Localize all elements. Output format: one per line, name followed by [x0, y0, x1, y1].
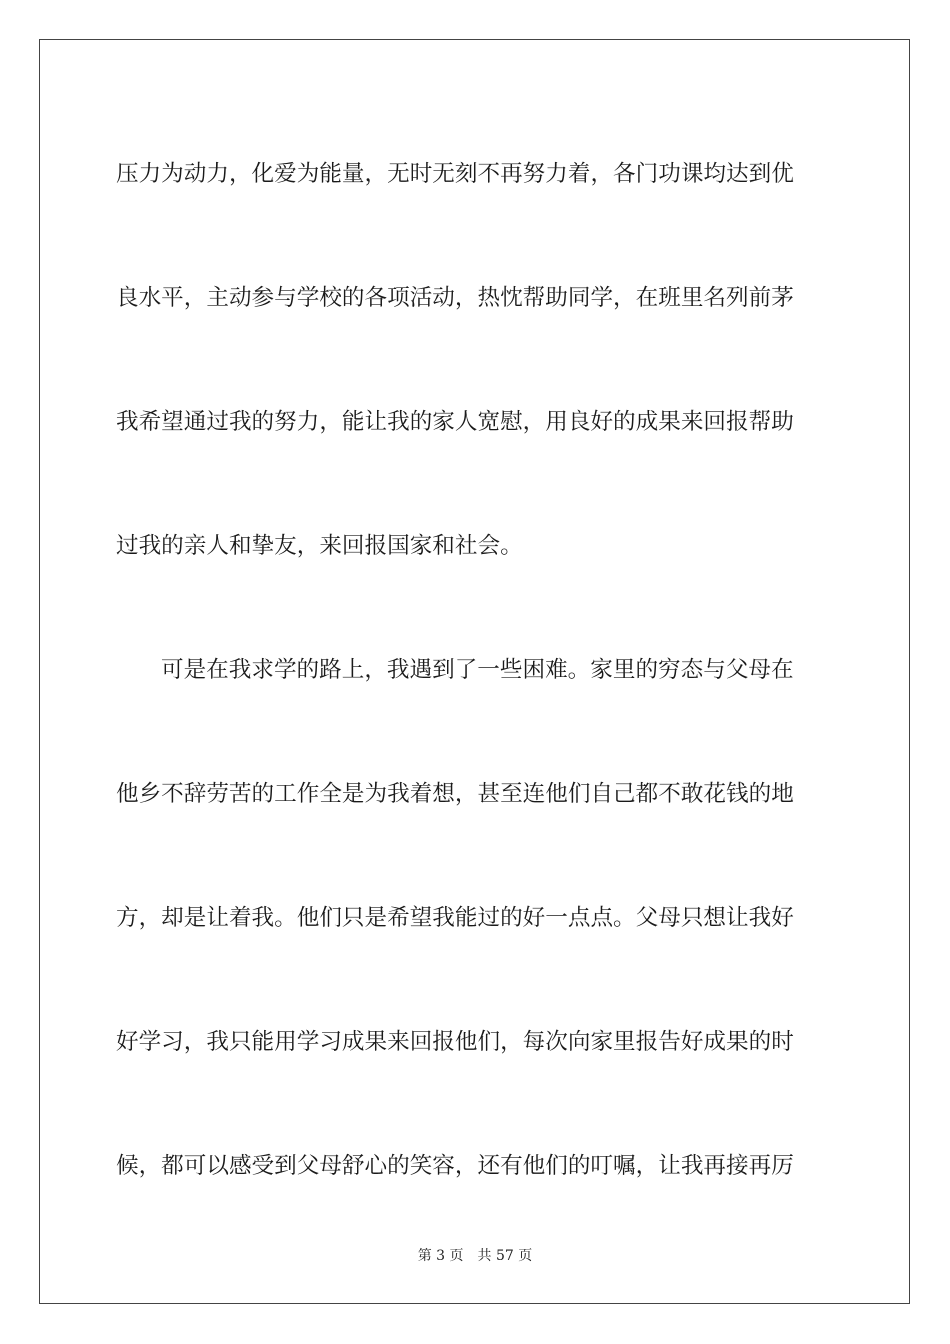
- page-footer: [0, 1247, 950, 1265]
- paragraph-first-line: 可是在我求学的路上，我遇到了一些困难。家里的穷态与父母在: [161, 656, 794, 683]
- text-line: 方，却是让着我。他们只是希望我能过的好一点点。父母只想让我好: [116, 904, 794, 931]
- page-number: 第 3 页: [417, 1248, 464, 1264]
- page-total: 共 57 页: [477, 1248, 533, 1264]
- text-line: 好学习，我只能用学习成果来回报他们，每次向家里报告好成果的时: [116, 1028, 794, 1055]
- text-line: 他乡不辞劳苦的工作全是为我着想，甚至连他们自己都不敢花钱的地: [116, 780, 794, 807]
- text-line: 过我的亲人和挚友，来回报国家和社会。: [116, 532, 523, 559]
- text-line: 良水平，主动参与学校的各项活动，热忱帮助同学，在班里名列前茅: [116, 284, 794, 311]
- text-line: 压力为动力，化爱为能量，无时无刻不再努力着，各门功课均达到优: [116, 160, 794, 187]
- text-line: 候，都可以感受到父母舒心的笑容，还有他们的叮嘱，让我再接再厉: [116, 1152, 794, 1179]
- text-line: 我希望通过我的努力，能让我的家人宽慰，用良好的成果来回报帮助: [116, 408, 794, 435]
